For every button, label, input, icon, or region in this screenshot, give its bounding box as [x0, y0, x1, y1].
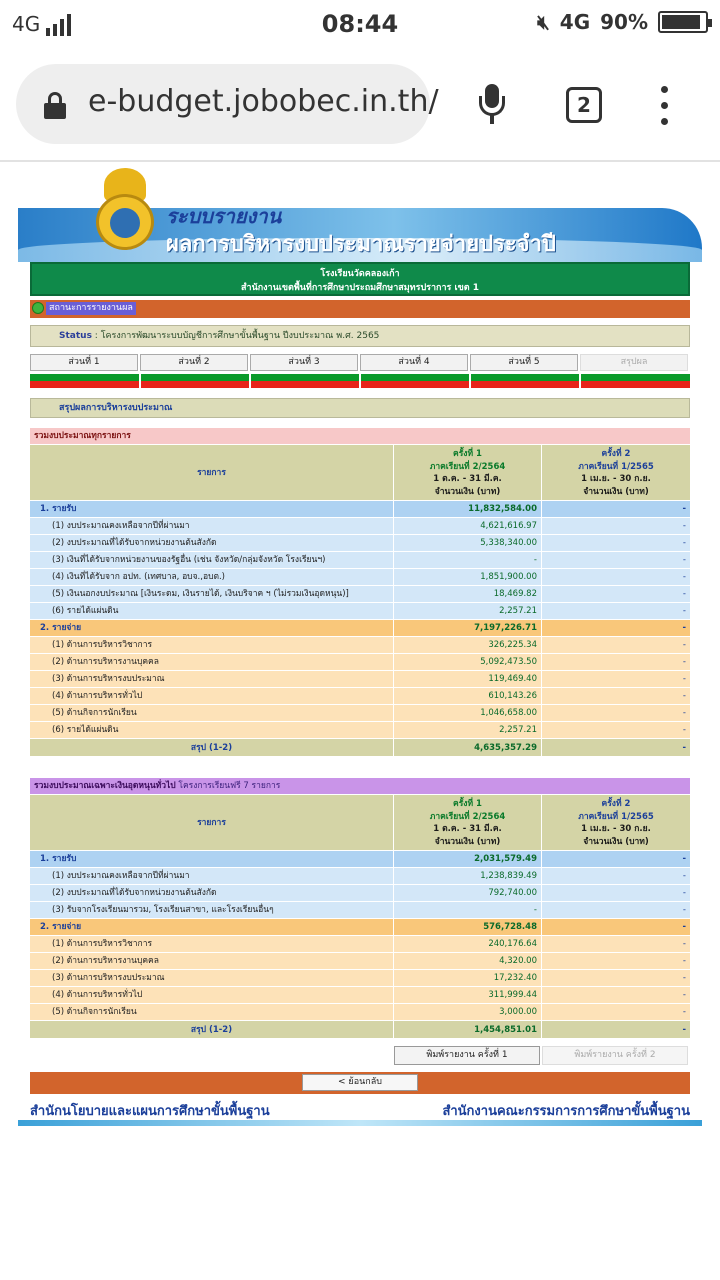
- row-value-round-2: -: [682, 939, 686, 949]
- tab-section-5[interactable]: ส่วนที่ 5: [470, 354, 578, 371]
- table-header: [30, 444, 690, 500]
- row-value-round-1: 326,225.34: [394, 637, 542, 653]
- row-label: (5) เงินนอกงบประมาณ [เงินระดม, เงินรายได้, เงินบริจาค ฯ (ไม่รวมเงินอุดหนุน)]: [30, 586, 394, 602]
- status-label: Status: [59, 331, 92, 341]
- table-row: [30, 1003, 690, 1020]
- print-report-1-button[interactable]: พิมพ์รายงาน ครั้งที่ 1: [394, 1046, 540, 1065]
- table-row: [30, 867, 690, 884]
- education-office: สำนักงานเขตพื้นที่การศึกษาประถมศึกษาสมุทรปราการ เขต 1: [241, 283, 479, 293]
- row-value-round-1: 2,257.21: [394, 603, 542, 619]
- row-value-round-2: -: [682, 922, 686, 932]
- web-page: [0, 162, 720, 1280]
- table-total-row: [30, 738, 690, 756]
- header-round-1: ครั้งที่ 1 ภาคเรียนที่ 2/2564 1 ต.ค. - 31 มี.ค. จำนวนเงิน (บาท): [394, 445, 542, 500]
- row-value-round-1: 5,092,473.50: [394, 654, 542, 670]
- battery-percent: 90%: [600, 10, 648, 34]
- row-value-round-1: 610,143.26: [394, 688, 542, 704]
- row-label: (5) ด้านกิจการนักเรียน: [30, 1004, 394, 1020]
- row-label: (4) ด้านการบริหารทั่วไป: [30, 688, 394, 704]
- row-value-round-1: 576,728.48: [394, 919, 542, 935]
- status-bar: [0, 0, 720, 50]
- address-bar[interactable]: [16, 64, 439, 144]
- table-row: [30, 500, 690, 517]
- row-label: (4) เงินที่ได้รับจาก อปท. (เทศบาล, อบจ.,อบต.): [30, 569, 394, 585]
- header-item: รายการ: [30, 795, 394, 850]
- budget-table-all: [30, 428, 690, 756]
- row-value-round-1: 7,197,226.71: [394, 620, 542, 636]
- school-header: [30, 262, 690, 296]
- row-value-round-1: 3,000.00: [394, 1004, 542, 1020]
- row-value-round-2: -: [682, 606, 686, 616]
- row-label: (1) ด้านการบริหารวิชาการ: [30, 936, 394, 952]
- banner-title: ผลการบริหารงบประมาณรายจ่ายประจำปี: [166, 232, 556, 257]
- row-label: (4) ด้านการบริหารทั่วไป: [30, 987, 394, 1003]
- header-round-1: ครั้งที่ 1 ภาคเรียนที่ 2/2564 1 ต.ค. - 31 มี.ค. จำนวนเงิน (บาท): [394, 795, 542, 850]
- row-value-round-2: -: [682, 504, 686, 514]
- row-label: สรุป (1-2): [30, 1021, 394, 1038]
- status-icons: [537, 10, 708, 34]
- mute-icon: 🔇︎: [537, 10, 550, 34]
- row-value-round-2: -: [682, 657, 686, 667]
- network-type-right: 4G: [559, 10, 591, 34]
- row-value-round-2: -: [682, 640, 686, 650]
- row-value-round-1: 792,740.00: [394, 885, 542, 901]
- more-vert-icon[interactable]: [658, 86, 670, 126]
- row-value-round-2: -: [682, 708, 686, 718]
- row-label: สรุป (1-2): [30, 739, 394, 756]
- row-value-round-2: -: [682, 990, 686, 1000]
- row-value-round-2: -: [682, 572, 686, 582]
- row-label: (5) ด้านกิจการนักเรียน: [30, 705, 394, 721]
- row-value-round-1: 4,621,616.97: [394, 518, 542, 534]
- row-value-round-1: 1,454,851.01: [394, 1021, 542, 1038]
- table-title-note: โครงการเรียนฟรี 7 รายการ: [175, 781, 281, 791]
- row-label: 2. รายจ่าย: [30, 620, 394, 636]
- row-value-round-1: 1,238,839.49: [394, 868, 542, 884]
- status-text: : โครงการพัฒนาระบบบัญชีการศึกษาขั้นพื้นฐาน ปีงบประมาณ พ.ศ. 2565: [91, 331, 380, 341]
- row-label: (6) รายได้แผ่นดิน: [30, 722, 394, 738]
- table-row: [30, 935, 690, 952]
- row-value-round-1: 11,832,584.00: [394, 501, 542, 517]
- table-row: [30, 602, 690, 619]
- row-value-round-2: -: [682, 589, 686, 599]
- row-value-round-1: 311,999.44: [394, 987, 542, 1003]
- row-value-round-2: -: [682, 956, 686, 966]
- table-body: [30, 500, 690, 756]
- footer-left-org: สำนักนโยบายและแผนการศึกษาขั้นพื้นฐาน: [30, 1104, 270, 1119]
- row-label: (2) ด้านการบริหารงานบุคคล: [30, 654, 394, 670]
- tab-section-2[interactable]: ส่วนที่ 2: [140, 354, 248, 371]
- row-value-round-1: 4,320.00: [394, 953, 542, 969]
- table-row: [30, 636, 690, 653]
- banner-subtitle: ระบบรายงาน: [166, 204, 282, 228]
- row-label: (3) ด้านการบริหารงบประมาณ: [30, 671, 394, 687]
- row-value-round-1: 4,635,357.29: [394, 739, 542, 756]
- row-value-round-2: -: [682, 555, 686, 565]
- row-label: (3) รับจากโรงเรียนมารวม, โรงเรียนสาขา, และโรงเรียนอื่นๆ: [30, 902, 394, 918]
- row-value-round-2: -: [682, 1007, 686, 1017]
- table-row: [30, 517, 690, 534]
- row-value-round-2: -: [682, 1025, 686, 1035]
- section-tabs: [30, 354, 690, 390]
- row-value-round-2: -: [682, 888, 686, 898]
- table-row: [30, 918, 690, 935]
- table-total-row: [30, 1020, 690, 1038]
- table-row: [30, 986, 690, 1003]
- row-value-round-1: 240,176.64: [394, 936, 542, 952]
- clock: 08:44: [321, 10, 399, 38]
- tab-summary: สรุปผล: [580, 354, 688, 371]
- print-report-2-button: พิมพ์รายงาน ครั้งที่ 2: [542, 1046, 688, 1065]
- table-header: [30, 794, 690, 850]
- table-row: [30, 969, 690, 986]
- table-row: [30, 619, 690, 636]
- summary-heading: สรุปผลการบริหารงบประมาณ: [30, 398, 690, 418]
- battery-icon: [658, 11, 708, 33]
- url-text[interactable]: e-budget.jobobec.in.th/: [88, 84, 439, 119]
- table-row: [30, 952, 690, 969]
- row-label: 1. รายรับ: [30, 501, 394, 517]
- table-row: [30, 721, 690, 738]
- table-row: [30, 585, 690, 602]
- lock-icon[interactable]: [44, 92, 66, 118]
- report-status-link[interactable]: สถานะการรายงานผล: [46, 302, 136, 315]
- school-name: โรงเรียนวัดคลองเก้า: [320, 269, 400, 279]
- row-value-round-1: 1,851,900.00: [394, 569, 542, 585]
- row-value-round-2: -: [682, 854, 686, 864]
- row-value-round-2: -: [682, 674, 686, 684]
- row-value-round-2: -: [682, 871, 686, 881]
- table-row: [30, 568, 690, 585]
- mic-icon[interactable]: [478, 84, 506, 126]
- header-item: รายการ: [30, 445, 394, 500]
- status-dot-icon: [32, 302, 44, 314]
- row-value-round-2: -: [682, 743, 686, 753]
- header-round-2: ครั้งที่ 2 ภาคเรียนที่ 1/2565 1 เม.ย. - 30 ก.ย. จำนวนเงิน (บาท): [578, 449, 654, 497]
- row-value-round-1: 17,232.40: [394, 970, 542, 986]
- back-button[interactable]: < ย้อนกลับ: [302, 1074, 418, 1091]
- row-label: (6) รายได้แผ่นดิน: [30, 603, 394, 619]
- row-label: 1. รายรับ: [30, 851, 394, 867]
- back-bar: [30, 1072, 690, 1094]
- row-value-round-1: -: [394, 902, 542, 918]
- row-label: (2) งบประมาณที่ได้รับจากหน่วยงานต้นสังกัด: [30, 535, 394, 551]
- row-label: (3) ด้านการบริหารงบประมาณ: [30, 970, 394, 986]
- row-value-round-1: 18,469.82: [394, 586, 542, 602]
- site-banner: [18, 168, 702, 262]
- table-row: [30, 901, 690, 918]
- row-value-round-2: -: [682, 905, 686, 915]
- row-value-round-2: -: [682, 691, 686, 701]
- row-value-round-1: 2,257.21: [394, 722, 542, 738]
- table-row: [30, 850, 690, 867]
- row-value-round-2: -: [682, 521, 686, 531]
- table-row: [30, 687, 690, 704]
- footer-right-org: สำนักงานคณะกรรมการการศึกษาขั้นพื้นฐาน: [442, 1104, 690, 1119]
- tab-section-3[interactable]: ส่วนที่ 3: [250, 354, 358, 371]
- table-title-main: รวมงบประมาณเฉพาะเงินอุดหนุนทั่วไป: [34, 781, 176, 791]
- table-row: [30, 670, 690, 687]
- report-status-bar: [30, 300, 690, 318]
- tab-section-1[interactable]: ส่วนที่ 1: [30, 354, 138, 371]
- row-value-round-2: -: [682, 538, 686, 548]
- row-label: (1) งบประมาณคงเหลือจากปีที่ผ่านมา: [30, 868, 394, 884]
- row-value-round-2: -: [682, 973, 686, 983]
- row-label: (2) ด้านการบริหารงานบุคคล: [30, 953, 394, 969]
- table-row: [30, 551, 690, 568]
- row-label: (1) งบประมาณคงเหลือจากปีที่ผ่านมา: [30, 518, 394, 534]
- budget-table-subsidy: [30, 778, 690, 1038]
- tab-section-4[interactable]: ส่วนที่ 4: [360, 354, 468, 371]
- obec-emblem-icon: [92, 168, 158, 254]
- row-label: (1) ด้านการบริหารวิชาการ: [30, 637, 394, 653]
- table-row: [30, 884, 690, 901]
- row-value-round-1: -: [394, 552, 542, 568]
- row-value-round-1: 5,338,340.00: [394, 535, 542, 551]
- row-label: 2. รายจ่าย: [30, 919, 394, 935]
- table-row: [30, 534, 690, 551]
- header-round-2: ครั้งที่ 2 ภาคเรียนที่ 1/2565 1 เม.ย. - 30 ก.ย. จำนวนเงิน (บาท): [578, 799, 654, 847]
- row-label: (2) งบประมาณที่ได้รับจากหน่วยงานต้นสังกัด: [30, 885, 394, 901]
- table-body: [30, 850, 690, 1038]
- site-footer: [18, 1098, 702, 1128]
- table-row: [30, 653, 690, 670]
- table-title: รวมงบประมาณทุกรายการ: [30, 428, 690, 444]
- row-label: (3) เงินที่ได้รับจากหน่วยงานของรัฐอื่น (เช่น จังหวัด/กลุ่มจังหวัด โรงเรียนฯ): [30, 552, 394, 568]
- table-title: [30, 778, 690, 794]
- table-row: [30, 704, 690, 721]
- row-value-round-1: 2,031,579.49: [394, 851, 542, 867]
- row-value-round-1: 119,469.40: [394, 671, 542, 687]
- network-type-left: 4G: [12, 12, 41, 36]
- status-line: [30, 325, 690, 347]
- row-value-round-1: 1,046,658.00: [394, 705, 542, 721]
- tab-switcher-button[interactable]: 2: [566, 87, 602, 123]
- row-value-round-2: -: [682, 725, 686, 735]
- row-value-round-2: -: [682, 623, 686, 633]
